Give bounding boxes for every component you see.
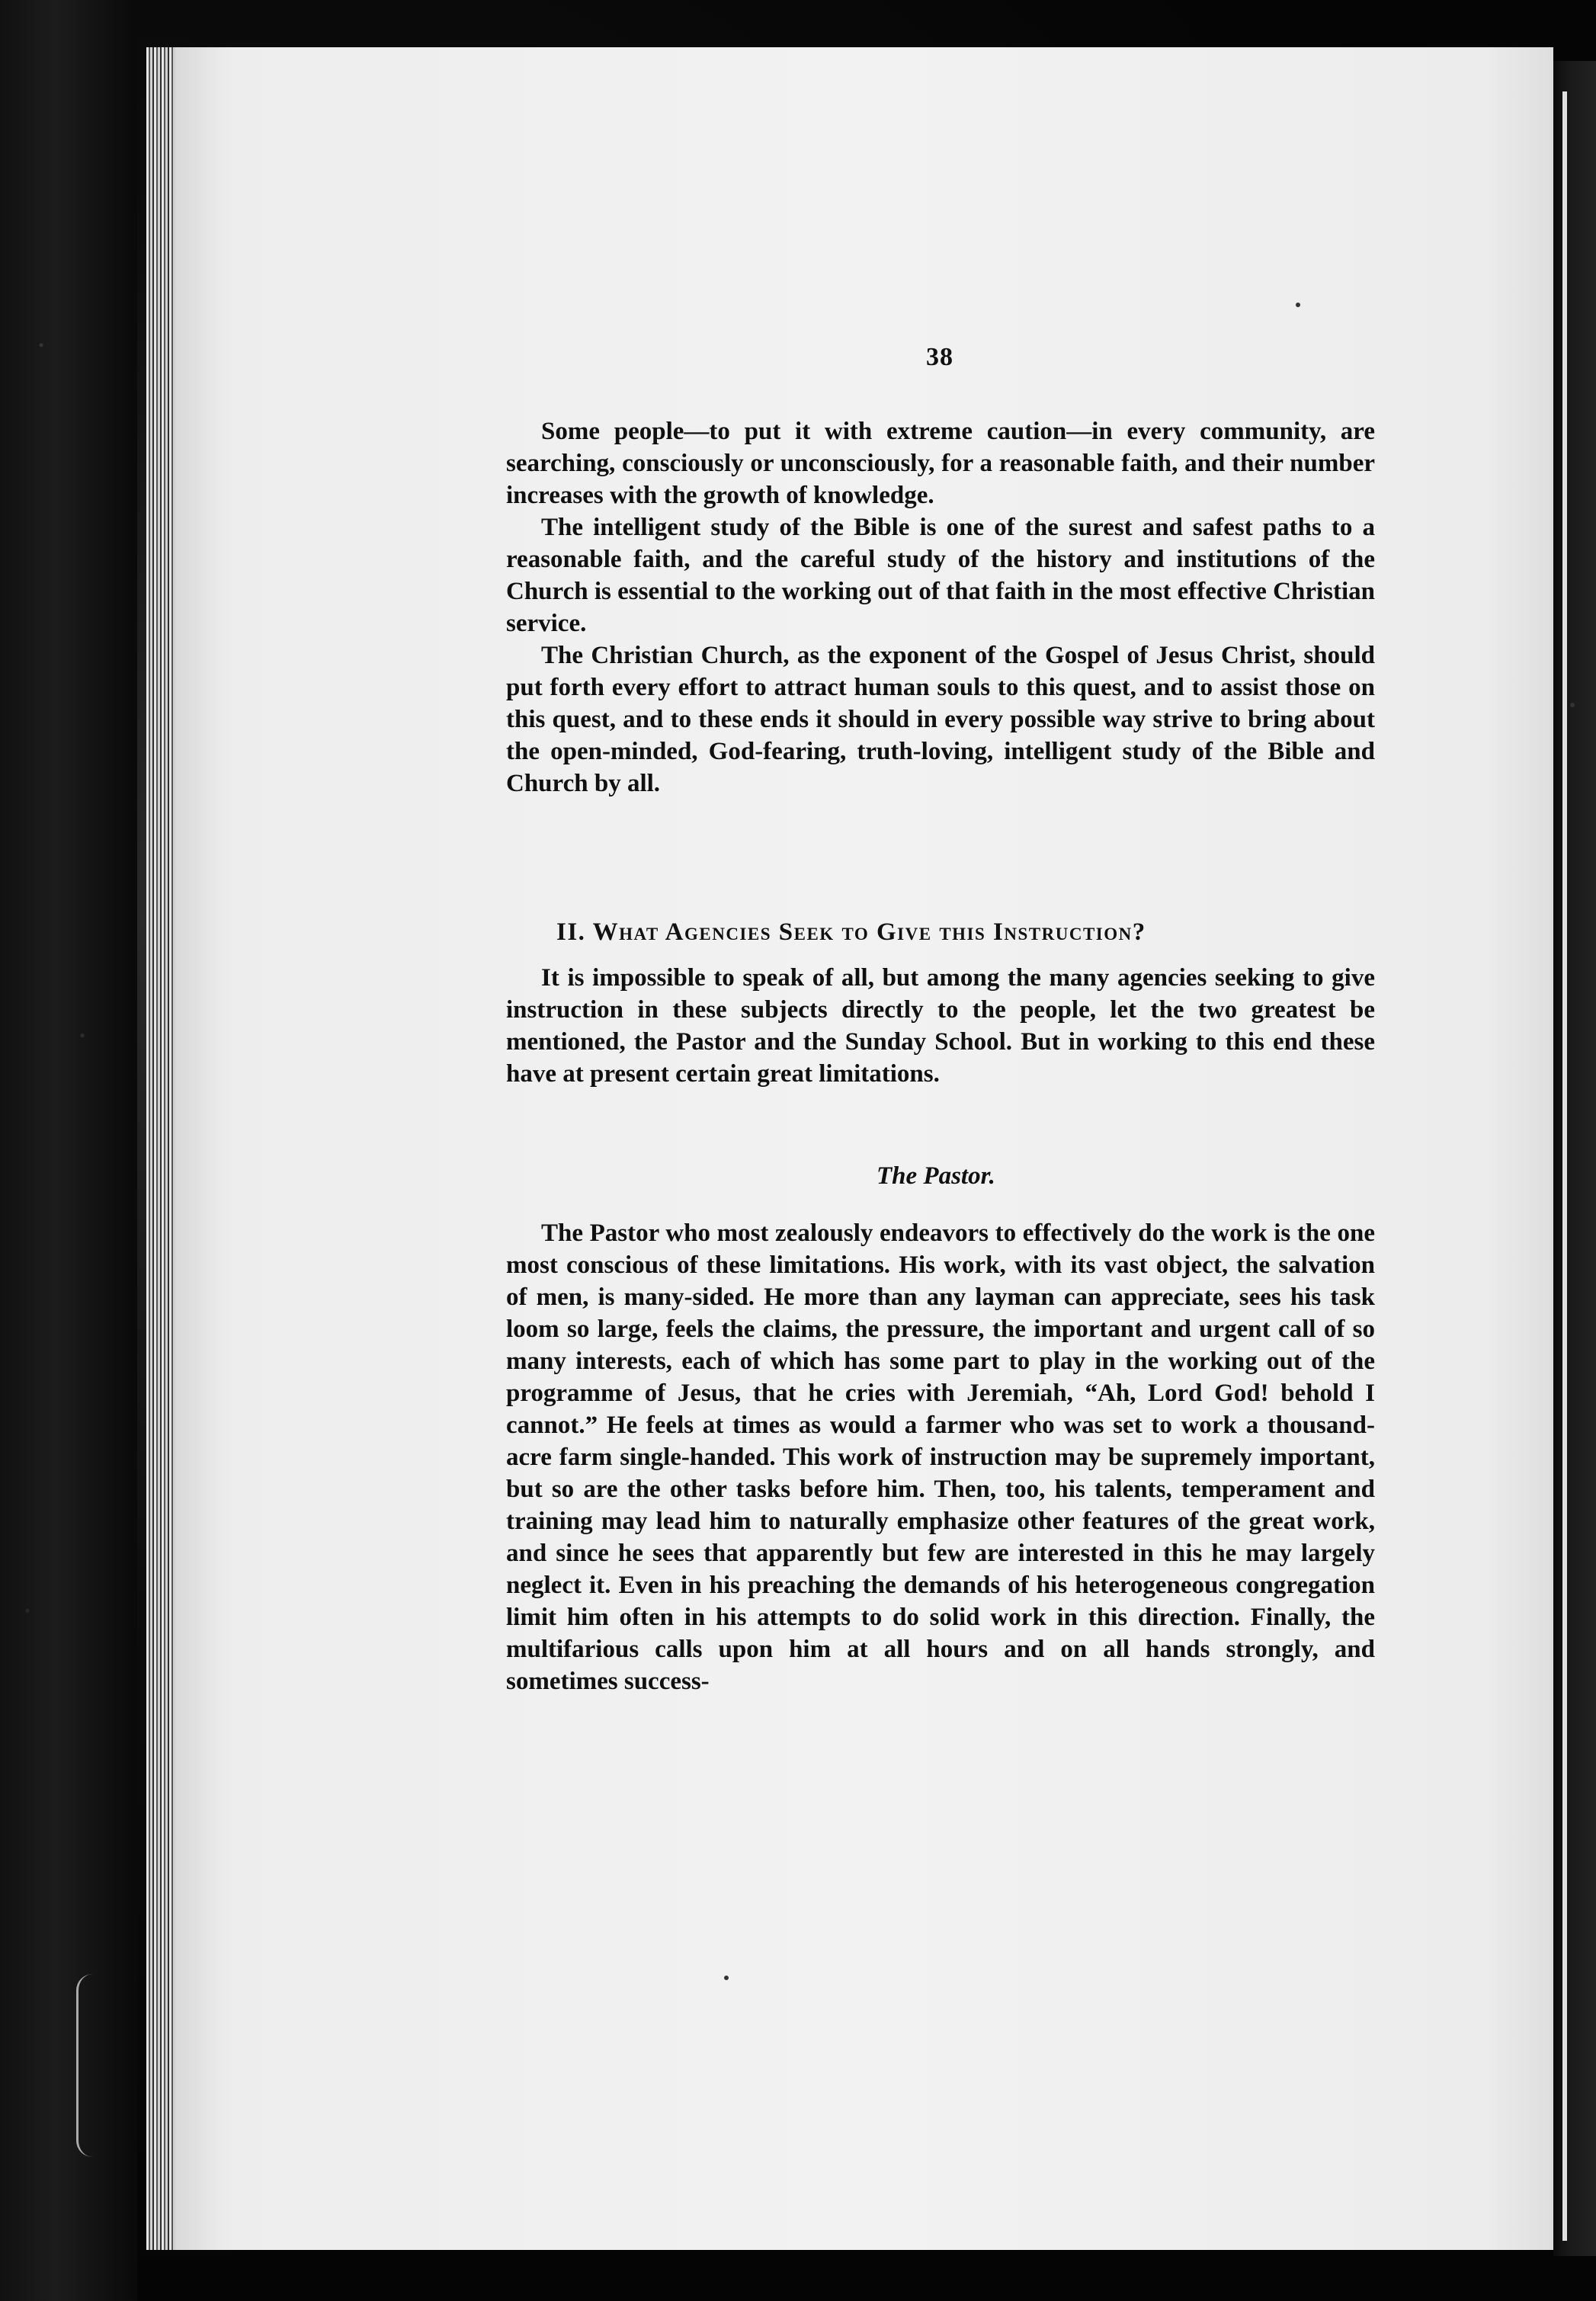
section-heading: II. What Agencies Seek to Give this Instruction? — [556, 918, 1146, 946]
paragraph: It is impossible to speak of all, but among the many agencies seeking to give instruction in these subjects directly to the people, let the two greatest be mentioned, the Pastor and the Sunday School. But in working to this end these have at present certain great limitations. — [506, 964, 1375, 1088]
ink-speck — [724, 1976, 729, 1980]
page-number: 38 — [926, 343, 953, 371]
scanner-left-margin — [0, 0, 137, 2301]
page-right-shadow — [1553, 61, 1596, 2256]
paragraph: The Christian Church, as the exponent of the Gospel of Jesus Christ, should put forth every effort to attract human souls to this quest, and to assist those on this quest, and to these ends it should in every possible way strive to bring about the open-minded, God-fearing, truth-loving, intelligent study of the Bible and Church by all. — [506, 642, 1375, 797]
paragraph: The Pastor who most zealously endeavors to effectively do the work is the one most conscious of these limitations. His work, with its vast object, the salvation of men, is many-sided. He more than any layman can appreciate, sees his task loom so large, feels the claims, the pressure, the important and urgent call of so many interests, each of which has some part to play in the working out of the programme of Jesus, that he cries with Jeremiah, “Ah, Lord God! behold I cannot.” He feels at times as would a farmer who was set to work a thousand-acre farm single-handed. This work of instruction may be supremely important, but so are the other tasks before him. Then, too, his talents, temperament and training may lead him to naturally emphasize other features of the great work, and since he sees that apparently but few are interested in this he may largely neglect it. Even in his preaching the demands of his heterogeneous congregation limit him often in his attempts to do solid work in this direction. Finally, the multifarious calls upon him at all hours and on all hands strongly, and sometimes success- — [506, 1219, 1375, 1695]
intro-text — [506, 415, 1375, 800]
paragraph: The intelligent study of the Bible is one of the surest and safest paths to a reasonable faith, and the careful study of the history and institutions of the Church is essential to the working out of that faith in the most effective Christian service. — [506, 514, 1375, 637]
book-binding-edge — [146, 47, 177, 2250]
pastor-text — [506, 1217, 1375, 1697]
ink-speck — [1570, 703, 1575, 707]
subheading-pastor: The Pastor. — [877, 1162, 995, 1190]
agencies-text — [506, 962, 1375, 1090]
scanner-artifact — [76, 1974, 109, 2157]
book-page — [175, 47, 1553, 2250]
paragraph: Some people—to put it with extreme caution—in every community, are searching, consciously or unconsciously, for a reasonable faith, and their number increases with the growth of knowledge. — [506, 418, 1375, 509]
page-right-edge-line — [1562, 91, 1567, 2241]
ink-speck — [1296, 303, 1300, 307]
